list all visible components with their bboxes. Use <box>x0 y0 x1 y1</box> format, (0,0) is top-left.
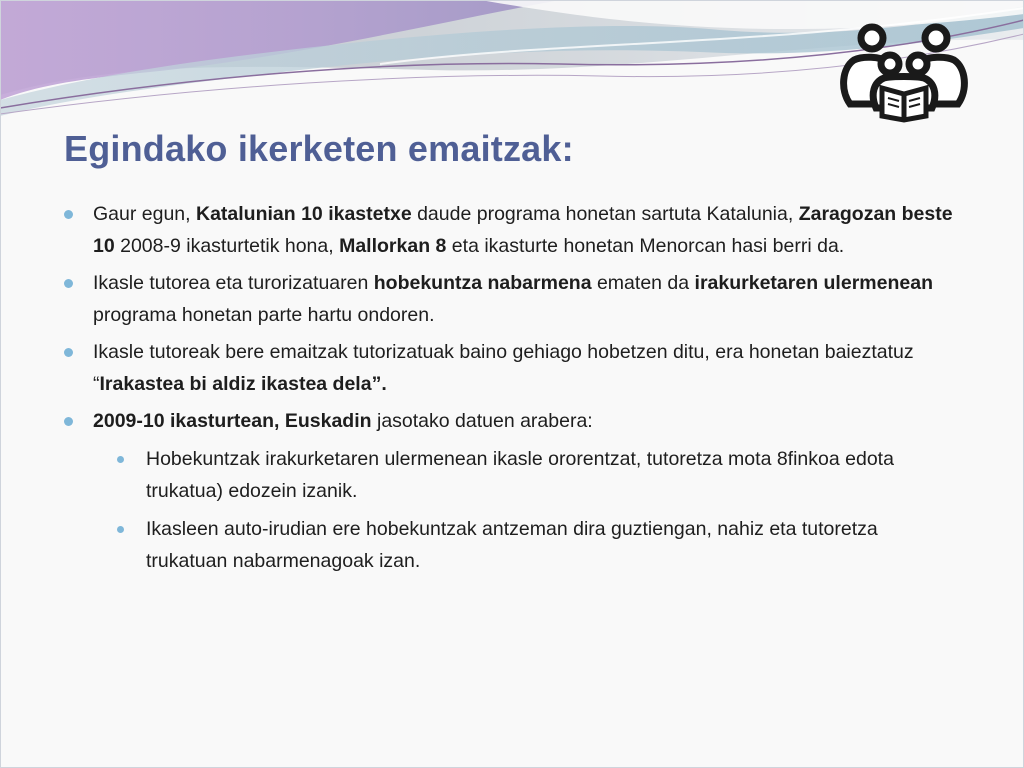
bullet-item <box>62 267 962 331</box>
bullet-bold-text: Katalunian 10 ikastetxe <box>195 203 412 225</box>
bullet-bold-text: Zaragozan beste 10 <box>93 203 953 257</box>
bullet-text: Ikasle tutoreak bere emaitzak tutorizatuak baino gehiago hobetzen ditu, era honetan baieztatuz “ <box>93 341 914 395</box>
sub-bullet-item: Ikasleen auto-irudian ere hobekuntzak antzeman dira guztiengan, nahiz eta tutoretza trukatuan nabarmenagoak izan. <box>93 513 962 577</box>
bullet-item <box>62 405 962 577</box>
bullet-item <box>62 198 962 262</box>
bullet-item <box>62 336 962 400</box>
bullet-text: jasotako datuen arabera: <box>371 410 593 432</box>
sub-bullet-list <box>93 443 962 577</box>
sub-bullet-item: Hobekuntzak irakurketaren ulermenean ikasle ororentzat, tutoretza mota 8finkoa edota trukatua) edozein izanik. <box>93 443 962 507</box>
bullet-list <box>62 198 962 577</box>
slide-title: Egindako ikerketen emaitzak: <box>64 128 574 169</box>
bullet-bold-text: 2009-10 ikasturtean, Euskadin <box>93 410 372 432</box>
bullet-text: eta ikasturte honetan Menorcan hasi berri da. <box>446 235 845 257</box>
reading-people-icon <box>836 20 972 124</box>
bullet-text: ematen da <box>591 272 695 294</box>
slide-content <box>62 198 962 583</box>
bullet-text: daude programa honetan sartuta Katalunia, <box>411 203 799 225</box>
bullet-text: Gaur egun, <box>93 203 196 225</box>
bullet-bold-text: irakurketaren ulermenean <box>694 272 933 294</box>
bullet-text: Ikasle tutorea eta turorizatuaren <box>93 272 374 294</box>
bullet-bold-text: Irakastea bi aldiz ikastea dela”. <box>99 373 387 395</box>
bullet-bold-text: hobekuntza nabarmena <box>373 272 592 294</box>
bullet-bold-text: Mallorkan 8 <box>339 235 447 257</box>
bullet-text: programa honetan parte hartu ondoren. <box>93 304 435 326</box>
bullet-text: 2008-9 ikasturtetik hona, <box>114 235 340 257</box>
